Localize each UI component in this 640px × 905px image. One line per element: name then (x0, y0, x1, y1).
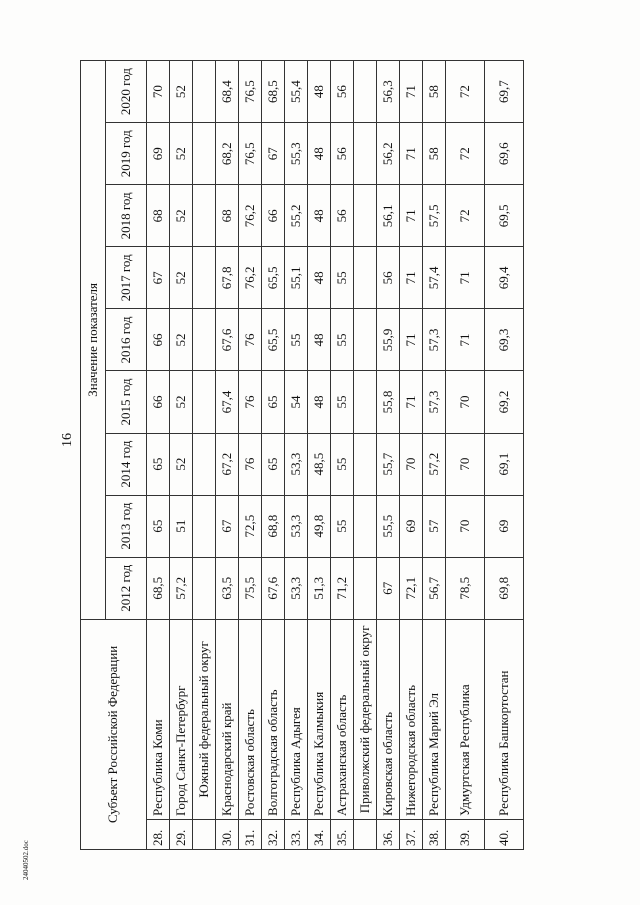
value-cell: 55,1 (285, 247, 308, 309)
value-cell: 65 (147, 433, 170, 495)
value-cell: 68,4 (216, 61, 239, 123)
value-cell: 71 (400, 371, 423, 433)
empty-cell (354, 61, 377, 123)
value-cell: 52 (170, 371, 193, 433)
value-cell: 65,5 (262, 309, 285, 371)
value-cell: 68,8 (262, 495, 285, 557)
value-cell: 76 (239, 371, 262, 433)
row-number: 33. (285, 819, 308, 849)
subject-name: Республика Марий Эл (423, 619, 446, 819)
value-cell: 58 (423, 123, 446, 185)
row-number: 38. (423, 819, 446, 849)
header-year: 2015 год (106, 371, 147, 433)
value-cell: 55,4 (285, 61, 308, 123)
value-cell: 48 (308, 185, 331, 247)
empty-cell (193, 61, 216, 123)
value-cell: 57,5 (423, 185, 446, 247)
empty-cell (193, 371, 216, 433)
header-year: 2017 год (106, 247, 147, 309)
value-cell: 69,8 (485, 557, 524, 619)
value-cell: 48 (308, 123, 331, 185)
value-cell: 76,5 (239, 123, 262, 185)
value-cell: 78,5 (446, 557, 485, 619)
value-cell: 67,6 (262, 557, 285, 619)
value-cell: 71 (400, 123, 423, 185)
value-cell: 70 (147, 61, 170, 123)
table-row (285, 61, 308, 850)
value-cell: 55,8 (377, 371, 400, 433)
value-cell: 52 (170, 309, 193, 371)
subject-name: Краснодарский край (216, 619, 239, 819)
table-row (147, 61, 170, 850)
value-cell: 72 (446, 61, 485, 123)
empty-cell (354, 371, 377, 433)
value-cell: 57,3 (423, 371, 446, 433)
value-cell: 72,1 (400, 557, 423, 619)
table-row (377, 61, 400, 850)
value-cell: 54 (285, 371, 308, 433)
value-cell: 48 (308, 247, 331, 309)
value-cell: 55,5 (377, 495, 400, 557)
subject-name: Астраханская область (331, 619, 354, 819)
header-year: 2012 год (106, 557, 147, 619)
subject-name: Удмуртская Республика (446, 619, 485, 819)
header-year: 2013 год (106, 495, 147, 557)
subject-name: Волгоградская область (262, 619, 285, 819)
value-cell: 56,3 (377, 61, 400, 123)
table-row (446, 61, 485, 850)
value-cell: 68,5 (262, 61, 285, 123)
value-cell: 67,6 (216, 309, 239, 371)
value-cell: 68 (216, 185, 239, 247)
value-cell: 76,2 (239, 247, 262, 309)
value-cell: 71,2 (331, 557, 354, 619)
table-row (170, 61, 193, 850)
row-number (354, 819, 377, 849)
value-cell: 56 (331, 61, 354, 123)
value-cell: 71 (446, 247, 485, 309)
value-cell: 76,5 (239, 61, 262, 123)
value-cell: 67 (262, 123, 285, 185)
value-cell: 48,5 (308, 433, 331, 495)
row-number: 39. (446, 819, 485, 849)
empty-cell (193, 309, 216, 371)
row-number: 40. (485, 819, 524, 849)
empty-cell (193, 185, 216, 247)
value-cell: 55 (331, 247, 354, 309)
empty-cell (193, 433, 216, 495)
value-cell: 63,5 (216, 557, 239, 619)
value-cell: 48 (308, 371, 331, 433)
value-cell: 55,9 (377, 309, 400, 371)
row-number: 35. (331, 819, 354, 849)
value-cell: 65,5 (262, 247, 285, 309)
header-year: 2014 год (106, 433, 147, 495)
empty-cell (193, 557, 216, 619)
value-cell: 69,1 (485, 433, 524, 495)
section-row (354, 61, 377, 850)
table-row (262, 61, 285, 850)
value-cell: 52 (170, 61, 193, 123)
subject-name: Республика Башкортостан (485, 619, 524, 819)
value-cell: 68 (147, 185, 170, 247)
value-cell: 57,4 (423, 247, 446, 309)
row-number: 34. (308, 819, 331, 849)
value-cell: 69,6 (485, 123, 524, 185)
value-cell: 69,4 (485, 247, 524, 309)
row-number: 29. (170, 819, 193, 849)
value-cell: 72 (446, 185, 485, 247)
value-cell: 66 (147, 309, 170, 371)
value-cell: 55,2 (285, 185, 308, 247)
row-number: 28. (147, 819, 170, 849)
row-number: 37. (400, 819, 423, 849)
subject-name: Город Санкт-Петербург (170, 619, 193, 819)
value-cell: 55 (331, 433, 354, 495)
empty-cell (354, 309, 377, 371)
value-cell: 56 (331, 123, 354, 185)
value-cell: 69,2 (485, 371, 524, 433)
row-number: 36. (377, 819, 400, 849)
value-cell: 71 (400, 247, 423, 309)
value-cell: 69,5 (485, 185, 524, 247)
value-cell: 58 (423, 61, 446, 123)
empty-cell (193, 247, 216, 309)
value-cell: 49,8 (308, 495, 331, 557)
value-cell: 56 (331, 185, 354, 247)
empty-cell (354, 433, 377, 495)
value-cell: 53,3 (285, 557, 308, 619)
value-cell: 52 (170, 247, 193, 309)
empty-cell (193, 495, 216, 557)
value-cell: 71 (400, 61, 423, 123)
value-cell: 76 (239, 309, 262, 371)
value-cell: 57,3 (423, 309, 446, 371)
value-cell: 67,2 (216, 433, 239, 495)
header-year: 2016 год (106, 309, 147, 371)
header-year: 2018 год (106, 185, 147, 247)
subject-name: Ростовская область (239, 619, 262, 819)
value-cell: 66 (262, 185, 285, 247)
header-year: 2020 год (106, 61, 147, 123)
empty-cell (354, 247, 377, 309)
value-cell: 48 (308, 61, 331, 123)
value-cell: 70 (400, 433, 423, 495)
value-cell: 55 (331, 371, 354, 433)
value-cell: 67 (377, 557, 400, 619)
header-year: 2019 год (106, 123, 147, 185)
value-cell: 72,5 (239, 495, 262, 557)
value-cell: 69,7 (485, 61, 524, 123)
value-cell: 66 (147, 371, 170, 433)
value-cell: 67,4 (216, 371, 239, 433)
value-cell: 57 (423, 495, 446, 557)
row-number: 32. (262, 819, 285, 849)
subject-name: Республика Коми (147, 619, 170, 819)
value-cell: 67 (147, 247, 170, 309)
value-cell: 55,3 (285, 123, 308, 185)
value-cell: 52 (170, 185, 193, 247)
section-row (193, 61, 216, 850)
subject-name: Кировская область (377, 619, 400, 819)
document-id: 24040502.doc (22, 840, 30, 880)
empty-cell (193, 123, 216, 185)
value-cell: 71 (400, 185, 423, 247)
value-cell: 56 (377, 247, 400, 309)
empty-cell (354, 185, 377, 247)
value-cell: 56,2 (377, 123, 400, 185)
value-cell: 52 (170, 433, 193, 495)
value-cell: 69,3 (485, 309, 524, 371)
value-cell: 69 (147, 123, 170, 185)
empty-cell (354, 123, 377, 185)
value-cell: 72 (446, 123, 485, 185)
value-cell: 69 (485, 495, 524, 557)
empty-cell (354, 495, 377, 557)
value-cell: 55,7 (377, 433, 400, 495)
subject-name: Республика Калмыкия (308, 619, 331, 819)
table-row (239, 61, 262, 850)
value-cell: 70 (446, 495, 485, 557)
subject-name: Нижегородская область (400, 619, 423, 819)
table-row (331, 61, 354, 850)
table-row (485, 61, 524, 850)
value-cell: 71 (446, 309, 485, 371)
value-cell: 56,7 (423, 557, 446, 619)
value-cell: 57,2 (423, 433, 446, 495)
value-cell: 53,3 (285, 495, 308, 557)
page-number: 16 (60, 433, 75, 447)
value-cell: 65 (262, 371, 285, 433)
value-cell: 75,5 (239, 557, 262, 619)
value-cell: 67 (216, 495, 239, 557)
value-cell: 76 (239, 433, 262, 495)
value-cell: 68,5 (147, 557, 170, 619)
value-cell: 71 (400, 309, 423, 371)
value-cell: 48 (308, 309, 331, 371)
table-row (400, 61, 423, 850)
rotated-table-container (80, 60, 540, 850)
subject-name: Республика Адыгея (285, 619, 308, 819)
value-cell: 52 (170, 123, 193, 185)
row-number: 31. (239, 819, 262, 849)
table-row (308, 61, 331, 850)
row-number (193, 819, 216, 849)
header-subject: Субъект Российской Федерации (81, 619, 147, 849)
value-cell: 69 (400, 495, 423, 557)
row-number: 30. (216, 819, 239, 849)
indicator-table (80, 60, 524, 850)
empty-cell (354, 557, 377, 619)
table-row (423, 61, 446, 850)
value-cell: 56,1 (377, 185, 400, 247)
value-cell: 65 (262, 433, 285, 495)
section-title: Приволжский федеральный округ (354, 619, 377, 819)
value-cell: 55 (285, 309, 308, 371)
table-row (216, 61, 239, 850)
value-cell: 51,3 (308, 557, 331, 619)
value-cell: 67,8 (216, 247, 239, 309)
section-title: Южный федеральный округ (193, 619, 216, 819)
value-cell: 53,3 (285, 433, 308, 495)
value-cell: 68,2 (216, 123, 239, 185)
value-cell: 76,2 (239, 185, 262, 247)
value-cell: 55 (331, 495, 354, 557)
value-cell: 55 (331, 309, 354, 371)
value-cell: 70 (446, 433, 485, 495)
value-cell: 65 (147, 495, 170, 557)
header-group: Значение показателя (81, 61, 106, 620)
value-cell: 57,2 (170, 557, 193, 619)
value-cell: 70 (446, 371, 485, 433)
value-cell: 51 (170, 495, 193, 557)
